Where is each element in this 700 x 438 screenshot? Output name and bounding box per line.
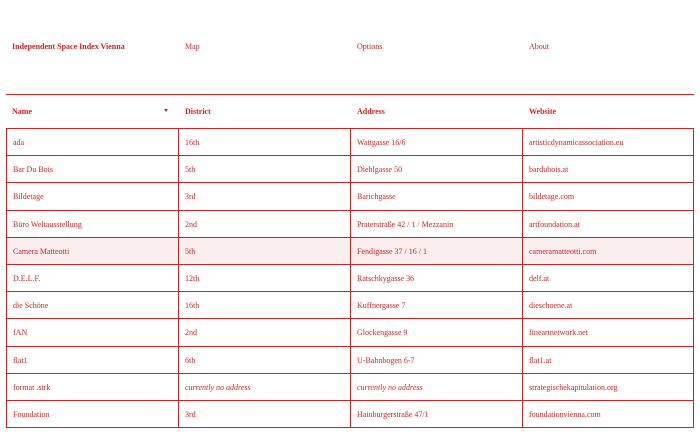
cell-website[interactable]: artisticdynamicassociation.eu [529,138,624,147]
column-divider [522,238,523,265]
cell-address: Kuffnergasse 7 [357,301,406,311]
column-divider [178,292,179,319]
cell-name[interactable]: die Schöne [13,301,49,311]
cell-website[interactable]: cameramatteotti.com [529,246,597,256]
column-header-website[interactable]: Website [529,107,557,116]
cell-website[interactable]: bardubois.at [529,165,569,175]
column-divider [350,374,351,401]
column-divider [522,156,523,183]
cell-address: Wattgasse 16/6 [357,138,406,147]
site-title-link[interactable]: Independent Space Index Vienna [12,42,125,51]
cell-address: Praterstraße 42 / 1 / Mezzanin [357,219,454,229]
cell-district: 6th [185,355,196,365]
cell-address: Hainburgerstraße 47/1 [357,409,429,419]
column-divider [350,265,351,292]
cell-address: Fendigasse 37 / 16 / 1 [357,246,427,256]
table-row[interactable] [6,374,694,401]
cell-district: 5th [185,246,196,256]
cell-website[interactable]: bildetage.com [529,192,575,202]
cell-name[interactable]: D.E.L.F. [13,273,41,283]
nav-about-link[interactable]: About [529,42,549,51]
column-divider [350,211,351,238]
table-row[interactable] [6,319,694,346]
column-divider [178,401,179,428]
cell-website[interactable]: artfoundation.at [529,219,580,229]
column-divider [178,156,179,183]
cell-district: 2nd [185,328,197,338]
table-body [6,129,694,428]
cell-district: 2nd [185,219,197,229]
cell-name[interactable]: Camera Matteotti [13,246,70,256]
table-row[interactable] [6,211,694,238]
column-divider [350,183,351,210]
cell-name[interactable]: format .strk [13,382,51,392]
column-divider [522,183,523,210]
cell-address: Glockengasse 9 [357,328,408,338]
table-row[interactable] [6,347,694,374]
column-divider [350,401,351,428]
column-divider [350,292,351,319]
cell-website[interactable]: delf.at [529,273,550,283]
cell-name[interactable]: flat1 [13,355,28,365]
column-divider [522,374,523,401]
column-divider [350,156,351,183]
cell-website[interactable]: fineartnetwork.net [529,328,588,338]
cell-address: Ratschkygasse 36 [357,273,415,283]
cell-website[interactable]: dieschoene.at [529,301,573,311]
nav-options-link[interactable]: Options [357,42,383,51]
cell-name[interactable]: fAN [13,328,28,338]
column-divider [350,129,351,156]
column-divider [178,129,179,156]
table-row[interactable] [6,265,694,292]
cell-district: 5th [185,165,196,175]
cell-name[interactable]: ada [13,138,25,147]
column-divider [350,238,351,265]
column-divider [178,211,179,238]
table-row[interactable] [6,292,694,319]
table-row[interactable] [6,156,694,183]
column-divider [178,183,179,210]
table-header [6,95,694,129]
caret-down-icon[interactable] [164,109,168,112]
cell-name[interactable]: Bildetage [13,192,44,202]
column-header-name[interactable]: Name [12,107,32,116]
cell-district: currently no address [185,382,251,392]
cell-address: Diehlgasse 50 [357,165,403,175]
column-divider [178,374,179,401]
column-divider [522,319,523,346]
cell-district: 3rd [185,409,196,419]
column-header-address[interactable]: Address [357,107,385,116]
spaces-table [6,95,694,428]
column-divider [522,265,523,292]
table-row[interactable] [6,183,694,210]
cell-name[interactable]: Büro Weltausstellung [13,219,82,229]
top-navigation [0,42,700,54]
table-row[interactable] [6,401,694,428]
cell-name[interactable]: Bar Du Bois [13,165,53,175]
column-divider [522,129,523,156]
cell-website[interactable]: strategischekapitulation.org [529,382,618,392]
cell-district: 12th [185,273,200,283]
column-divider [522,211,523,238]
column-divider [522,401,523,428]
column-divider [178,265,179,292]
cell-address: Barichgasse [357,192,396,202]
column-divider [178,238,179,265]
cell-name[interactable]: Foundation [13,409,50,419]
nav-map-link[interactable]: Map [185,42,200,51]
cell-district: 3rd [185,192,196,202]
column-divider [178,347,179,374]
table-row[interactable] [6,129,694,156]
column-divider [350,319,351,346]
column-header-district[interactable]: District [185,107,211,116]
cell-website[interactable]: flat1.at [529,355,552,365]
cell-website[interactable]: foundationvienna.com [529,409,601,419]
cell-district: 16th [185,138,200,147]
column-divider [178,319,179,346]
column-divider [350,347,351,374]
column-divider [522,347,523,374]
table-row[interactable] [6,238,694,265]
cell-address: currently no address [357,382,423,392]
cell-address: U-Bahnbogen 6-7 [357,355,415,365]
column-divider [522,292,523,319]
cell-district: 16th [185,301,200,311]
